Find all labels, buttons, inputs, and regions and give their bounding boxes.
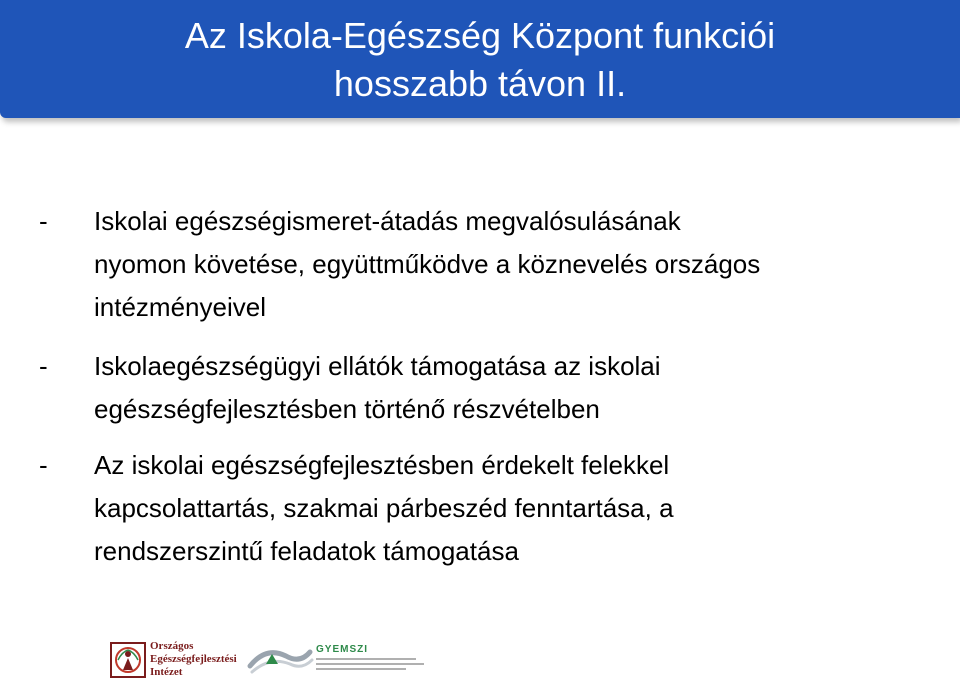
bullet-text — [94, 345, 954, 431]
bullet-line: rendszerszintű feladatok támogatása — [94, 536, 519, 566]
oefi-line: Intézet — [150, 666, 183, 678]
bullet-text — [94, 200, 954, 329]
slide-title — [0, 12, 960, 108]
bullet-line: Iskolai egészségismeret-átadás megvalósulásának — [94, 206, 681, 236]
bullet-line: egészségfejlesztésben történő részvételben — [94, 394, 600, 424]
bullet-line: intézményeivel — [94, 292, 266, 322]
title-banner — [0, 0, 960, 118]
gyemszi-subtitle-lines-icon — [316, 656, 428, 672]
oefi-line: Egészségfejlesztési — [150, 653, 237, 665]
oefi-line: Országos — [150, 640, 194, 652]
slide-title-line-2: hosszabb távon II. — [333, 63, 627, 104]
footer-logos — [0, 630, 960, 681]
gyemszi-emblem-icon — [246, 642, 314, 678]
gyemszi-subtitle — [316, 656, 431, 675]
oefi-logo-text — [150, 640, 237, 679]
bullet-line: nyomon követése, együttműködve a köznevelés országos — [94, 249, 761, 279]
bullet-line: kapcsolattartás, szakmai párbeszéd fenntartása, a — [94, 493, 674, 523]
bullet-marker: - — [39, 450, 48, 480]
bullet-line: Az iskolai egészségfejlesztésben érdekelt felekkel — [94, 450, 670, 480]
bullet-marker: - — [39, 351, 48, 381]
oefi-logo — [110, 640, 237, 680]
gyemszi-name: GYEMSZI — [316, 644, 369, 655]
slide-title-line-1: Az Iskola-Egészség Központ funkciói — [184, 15, 776, 56]
bullet-marker: - — [39, 206, 48, 236]
bullet-text — [94, 444, 954, 573]
bullet-line: Iskolaegészségügyi ellátók támogatása az iskolai — [94, 351, 661, 381]
gyemszi-logo — [246, 642, 431, 678]
oefi-emblem-icon — [110, 642, 146, 678]
